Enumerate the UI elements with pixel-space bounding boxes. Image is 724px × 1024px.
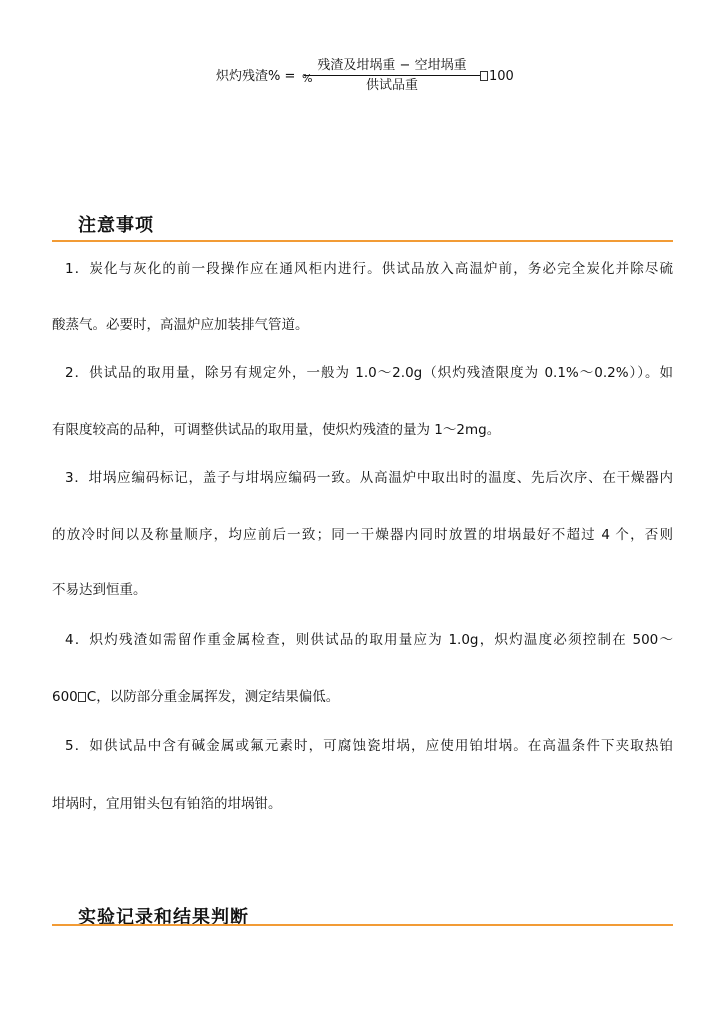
paragraph-line: 1．炭化与灰化的前一段操作应在通风柜内进行。供试品放入高温炉前，务必完全炭化并除尽硫 xyxy=(65,261,673,277)
paragraph-line: 3．坩埚应编码标记，盖子与坩埚应编码一致。从高温炉中取出时的温度、先后次序、在干燥器内 xyxy=(65,470,673,486)
formula-multiplier: 100 xyxy=(489,69,514,84)
paragraph-line: 5．如供试品中含有碱金属或氟元素时，可腐蚀瓷坩埚，应使用铂坩埚。在高温条件下夹取热铂 xyxy=(65,738,673,754)
missing-glyph-box-icon xyxy=(78,692,86,702)
paragraph-line: 2．供试品的取用量，除另有规定外，一般为 1.0～2.0g（炽灼残渣限度为 0.1%～0.2%））。如 xyxy=(65,365,673,381)
formula-denominator: 供试品重 xyxy=(365,78,418,93)
paragraph-line: 坩埚时，宜用钳头包有铂箔的坩埚钳。 xyxy=(52,796,282,812)
formula-lhs: 炽灼残渣% = xyxy=(216,69,296,84)
formula-fraction xyxy=(304,58,480,94)
paragraph-line: 酸蒸气。必要时，高温炉应加装排气管道。 xyxy=(52,317,309,333)
temperature-value: 600 xyxy=(52,689,78,705)
missing-glyph-box-icon xyxy=(480,71,488,81)
section-title-precautions: 注意事项 xyxy=(78,215,154,236)
paragraph-line: 的放冷时间以及称量顺序，均应前后一致；同一干燥器内同时放置的坩埚最好不超过 4 个，否则 xyxy=(52,527,673,543)
paragraph-line: 有限度较高的品种，可调整供试品的取用量，使炽灼残渣的量为 1～2mg。 xyxy=(52,422,501,438)
formula-numerator: 残渣及坩埚重 − 空坩埚重 xyxy=(317,58,467,73)
paragraph-line: 4．炽灼残渣如需留作重金属检查，则供试品的取用量应为 1.0g，炽灼温度必须控制在 500～ xyxy=(65,632,673,648)
paragraph-line xyxy=(52,687,673,707)
section-divider xyxy=(52,240,673,242)
paragraph-line: 不易达到恒重。 xyxy=(52,582,147,598)
paragraph-line-rest: C，以防部分重金属挥发，测定结果偏低。 xyxy=(86,689,340,705)
section-divider xyxy=(52,924,673,926)
formula-rhs xyxy=(480,69,514,85)
section-title-records: 实验记录和结果判断 xyxy=(78,907,249,928)
fraction-bar xyxy=(304,75,480,76)
formula-percent-mark: % xyxy=(302,72,313,85)
